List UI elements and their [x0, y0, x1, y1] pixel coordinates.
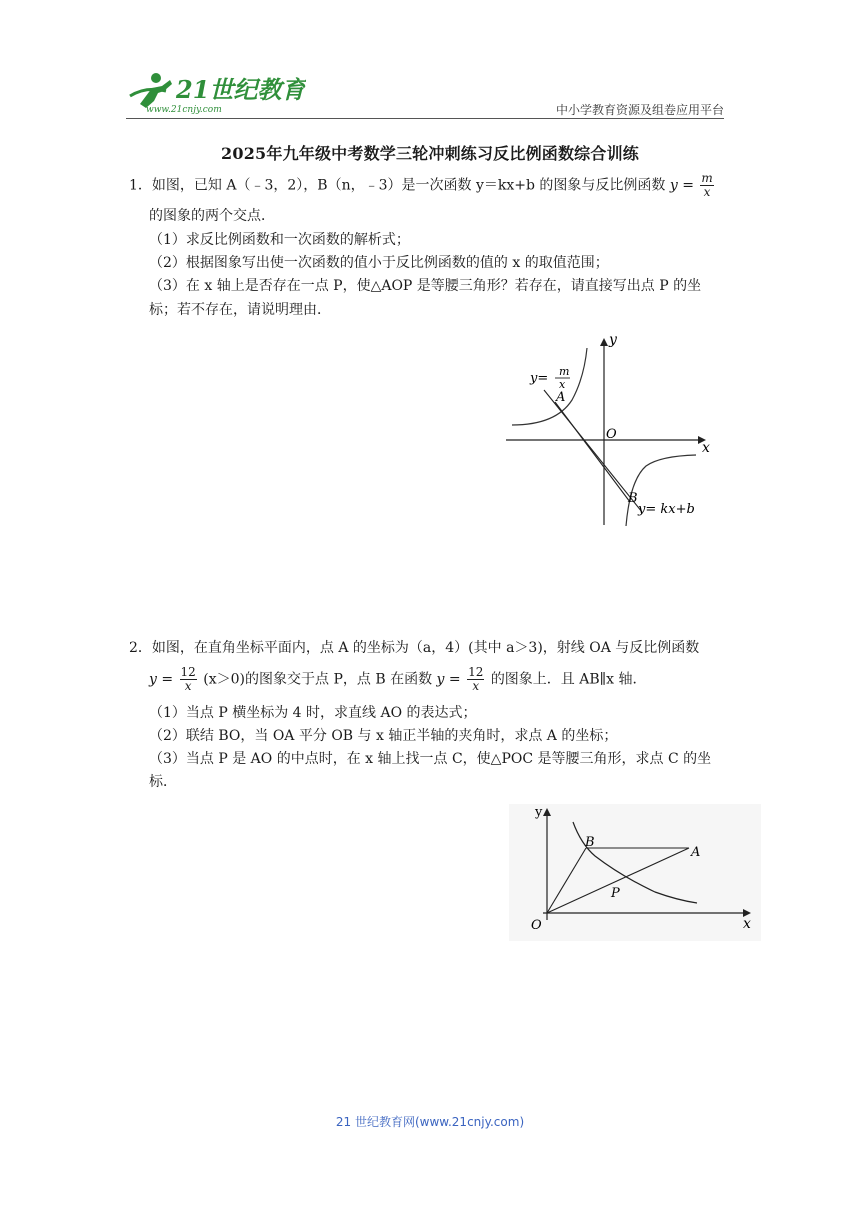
q1-eq-lhs: y =	[669, 177, 694, 194]
q2-point-b-label: B	[585, 835, 595, 850]
q1-point-b-label: B	[628, 491, 638, 506]
platform-text: 中小学教育资源及组卷应用平台	[555, 103, 724, 117]
q1-line-label: y= kx+b	[638, 502, 695, 517]
q2-point-p-label: P	[611, 886, 620, 901]
q2-eq2-fraction	[467, 666, 484, 693]
q2-eq1-lhs: y =	[149, 671, 174, 688]
q1-hyperbola-label-den: x	[559, 378, 566, 391]
q1-figure	[500, 330, 730, 530]
q1-hyperbola-label-num: m	[559, 365, 570, 378]
q2-part3-line1: （3）当点 P 是 AO 的中点时，在 x 轴上找一点 C，使△POC 是等腰三角形，求点 C 的坐	[149, 751, 712, 767]
q2-line2	[149, 666, 646, 693]
logo-url: www.21cnjy.com	[146, 105, 222, 115]
q2-x-label: x	[743, 916, 751, 932]
q2-y-label: y	[535, 805, 543, 820]
q1-x-label: x	[702, 440, 710, 456]
q1-part1: （1）求反比例函数和一次函数的解析式；	[149, 232, 410, 248]
q1-point-a-label: A	[556, 390, 566, 405]
q1-origin-label: O	[606, 427, 617, 442]
q2-eq1-den: x	[184, 679, 192, 693]
q1-y-label: y	[609, 332, 617, 348]
q1-part2: （2）根据图象写出使一次函数的值小于反比例函数的值的 x 的取值范围；	[149, 255, 609, 271]
q1-frac-num: m	[701, 171, 713, 185]
q2-figure	[505, 800, 765, 945]
q1-frac-den: x	[703, 185, 711, 199]
logo-text: 21世纪教育	[176, 75, 306, 104]
q2-origin-label: O	[531, 918, 542, 933]
footer-text[interactable]: 21 世纪教育网(www.21cnjy.com)	[335, 1115, 525, 1129]
q2-eq1-num: 12	[180, 665, 196, 679]
q1-y-arrow-icon	[600, 338, 608, 346]
q2-line2-end: 的图象上．且 AB∥x 轴．	[490, 671, 647, 688]
q2-part3-line2: 标．	[149, 774, 177, 790]
q1-line1-text: 1．如图，已知 A（﹣3，2），B（n，﹣3）是一次函数 y＝kx+b 的图象与反比例函数	[129, 177, 666, 194]
q2-part2: （2）联结 BO，当 OA 平分 OB 与 x 轴正半轴的夹角时，求点 A 的坐标；	[149, 728, 618, 744]
header-rule	[126, 118, 724, 119]
q1-line1	[129, 172, 716, 199]
q2-part1: （1）当点 P 横坐标为 4 时，求直线 AO 的表达式；	[149, 705, 477, 721]
q1-part3-line1: （3）在 x 轴上是否存在一点 P，使△AOP 是等腰三角形？若存在，请直接写出点 P 的坐	[149, 278, 702, 294]
q1-fraction	[700, 172, 713, 199]
q2-eq1-fraction	[180, 666, 197, 693]
q1-hyperbola-label: y=	[530, 371, 549, 386]
q2-line2-mid: (x＞0)的图象交于点 P，点 B 在函数	[203, 671, 433, 688]
q2-eq2-lhs: y =	[436, 671, 461, 688]
q1-hyperbola-left	[512, 348, 587, 425]
q1-line2: 的图象的两个交点．	[149, 208, 275, 224]
q1-part3-line2: 标；若不存在，请说明理由．	[149, 302, 331, 318]
q2-point-a-label: A	[691, 845, 701, 860]
q2-line1: 2．如图，在直角坐标平面内，点 A 的坐标为（a，4）(其中 a＞3)，射线 OA 与反比例函数	[129, 640, 700, 656]
q1-line-ao	[555, 402, 630, 502]
q2-eq2-num: 12	[468, 665, 484, 679]
page-title: 2025年九年级中考数学三轮冲刺练习反比例函数综合训练	[221, 144, 639, 163]
site-logo	[126, 66, 306, 116]
q2-eq2-den: x	[472, 679, 480, 693]
